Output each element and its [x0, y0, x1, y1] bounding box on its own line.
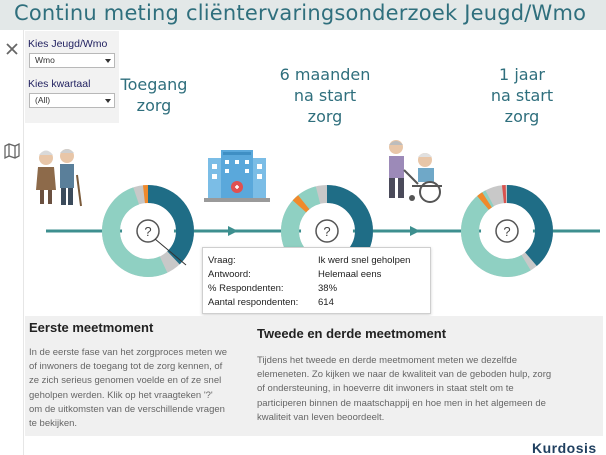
tooltip-value: Helemaal eens [318, 269, 382, 280]
timeline-arrow-icon [228, 226, 238, 236]
tooltip-value: 38% [318, 283, 338, 294]
card-line: participeren binnen de maatschappij en hoe men in het algemeen de [257, 397, 546, 409]
heading-line: 1 jaar [499, 65, 545, 84]
heading-line: na start [293, 86, 357, 105]
tooltip-value: Ik werd snel geholpen [318, 255, 411, 266]
jeugd-wmo-value: Wmo [35, 55, 55, 65]
heading-line: 6 maanden [279, 65, 371, 84]
kwartaal-label: Kies kwartaal [28, 78, 91, 90]
card-line: om de uitkomsten van de verschillende vragen [29, 403, 225, 415]
card-line: elemeneten. Zo kijken we naar de kwaliteit van de geboden hulp, zorg [257, 369, 552, 381]
tooltip-label: Aantal respondenten: [208, 297, 299, 308]
card-line: te bekijken. [29, 418, 78, 430]
question-mark: ? [144, 224, 152, 239]
card-line: Tijdens het tweede en derde meetmoment meten we dezelfde [257, 355, 517, 366]
tooltip-row [208, 255, 430, 268]
kwartaal-value: (All) [35, 95, 51, 105]
card-line: geholpen werden. Klik op het vraagteken '?' [29, 389, 213, 401]
heading-line: zorg [136, 96, 172, 115]
heading-line: zorg [307, 107, 343, 126]
card-title: Eerste meetmoment [29, 320, 154, 335]
card-body [29, 346, 227, 431]
timeline-arrow-icon [410, 226, 420, 236]
tooltip-label: % Respondenten: [208, 283, 284, 294]
card-eerste-meetmoment [25, 316, 253, 436]
tooltip [202, 247, 431, 314]
heading-line: Toegang [120, 75, 188, 94]
heading-line: na start [490, 86, 554, 105]
card-title: Tweede en derde meetmoment [257, 326, 447, 341]
tooltip-label: Vraag: [208, 255, 236, 266]
card-line: kwaliteit van leven beoordeelt. [257, 411, 385, 423]
card-line: of inwoners de toegang tot de zorg kennen, of [29, 361, 223, 373]
question-mark: ? [503, 224, 511, 239]
jeugd-wmo-label: Kies Jeugd/Wmo [28, 38, 108, 50]
elderly-couple-icon [36, 149, 81, 206]
card-line: of ondersteuning, in hoeverre dit inwoners in staat stelt om te [257, 383, 514, 395]
tooltip-row [208, 269, 430, 282]
card-tweede-derde-meetmoment [253, 316, 603, 436]
tooltip-row [208, 283, 430, 296]
logo: Kurdosis [532, 440, 597, 455]
question-icon[interactable] [496, 220, 518, 242]
card-line: In de eerste fase van het zorgproces meten we [29, 347, 228, 358]
question-mark: ? [323, 224, 331, 239]
tooltip-label: Antwoord: [208, 269, 251, 280]
page-title: Continu meting cliëntervaringsonderzoek Jeugd/Wmo [14, 1, 587, 25]
caregiver-wheelchair-icon [389, 140, 442, 202]
heading-line: zorg [504, 107, 540, 126]
hospital-icon [204, 150, 270, 202]
question-icon[interactable] [316, 220, 338, 242]
tooltip-value: 614 [318, 297, 334, 308]
card-body [257, 354, 551, 425]
tooltip-row [208, 297, 430, 310]
card-line: ze zich serieus genomen voelde en of ze snel [29, 375, 222, 387]
question-icon[interactable] [137, 220, 159, 242]
